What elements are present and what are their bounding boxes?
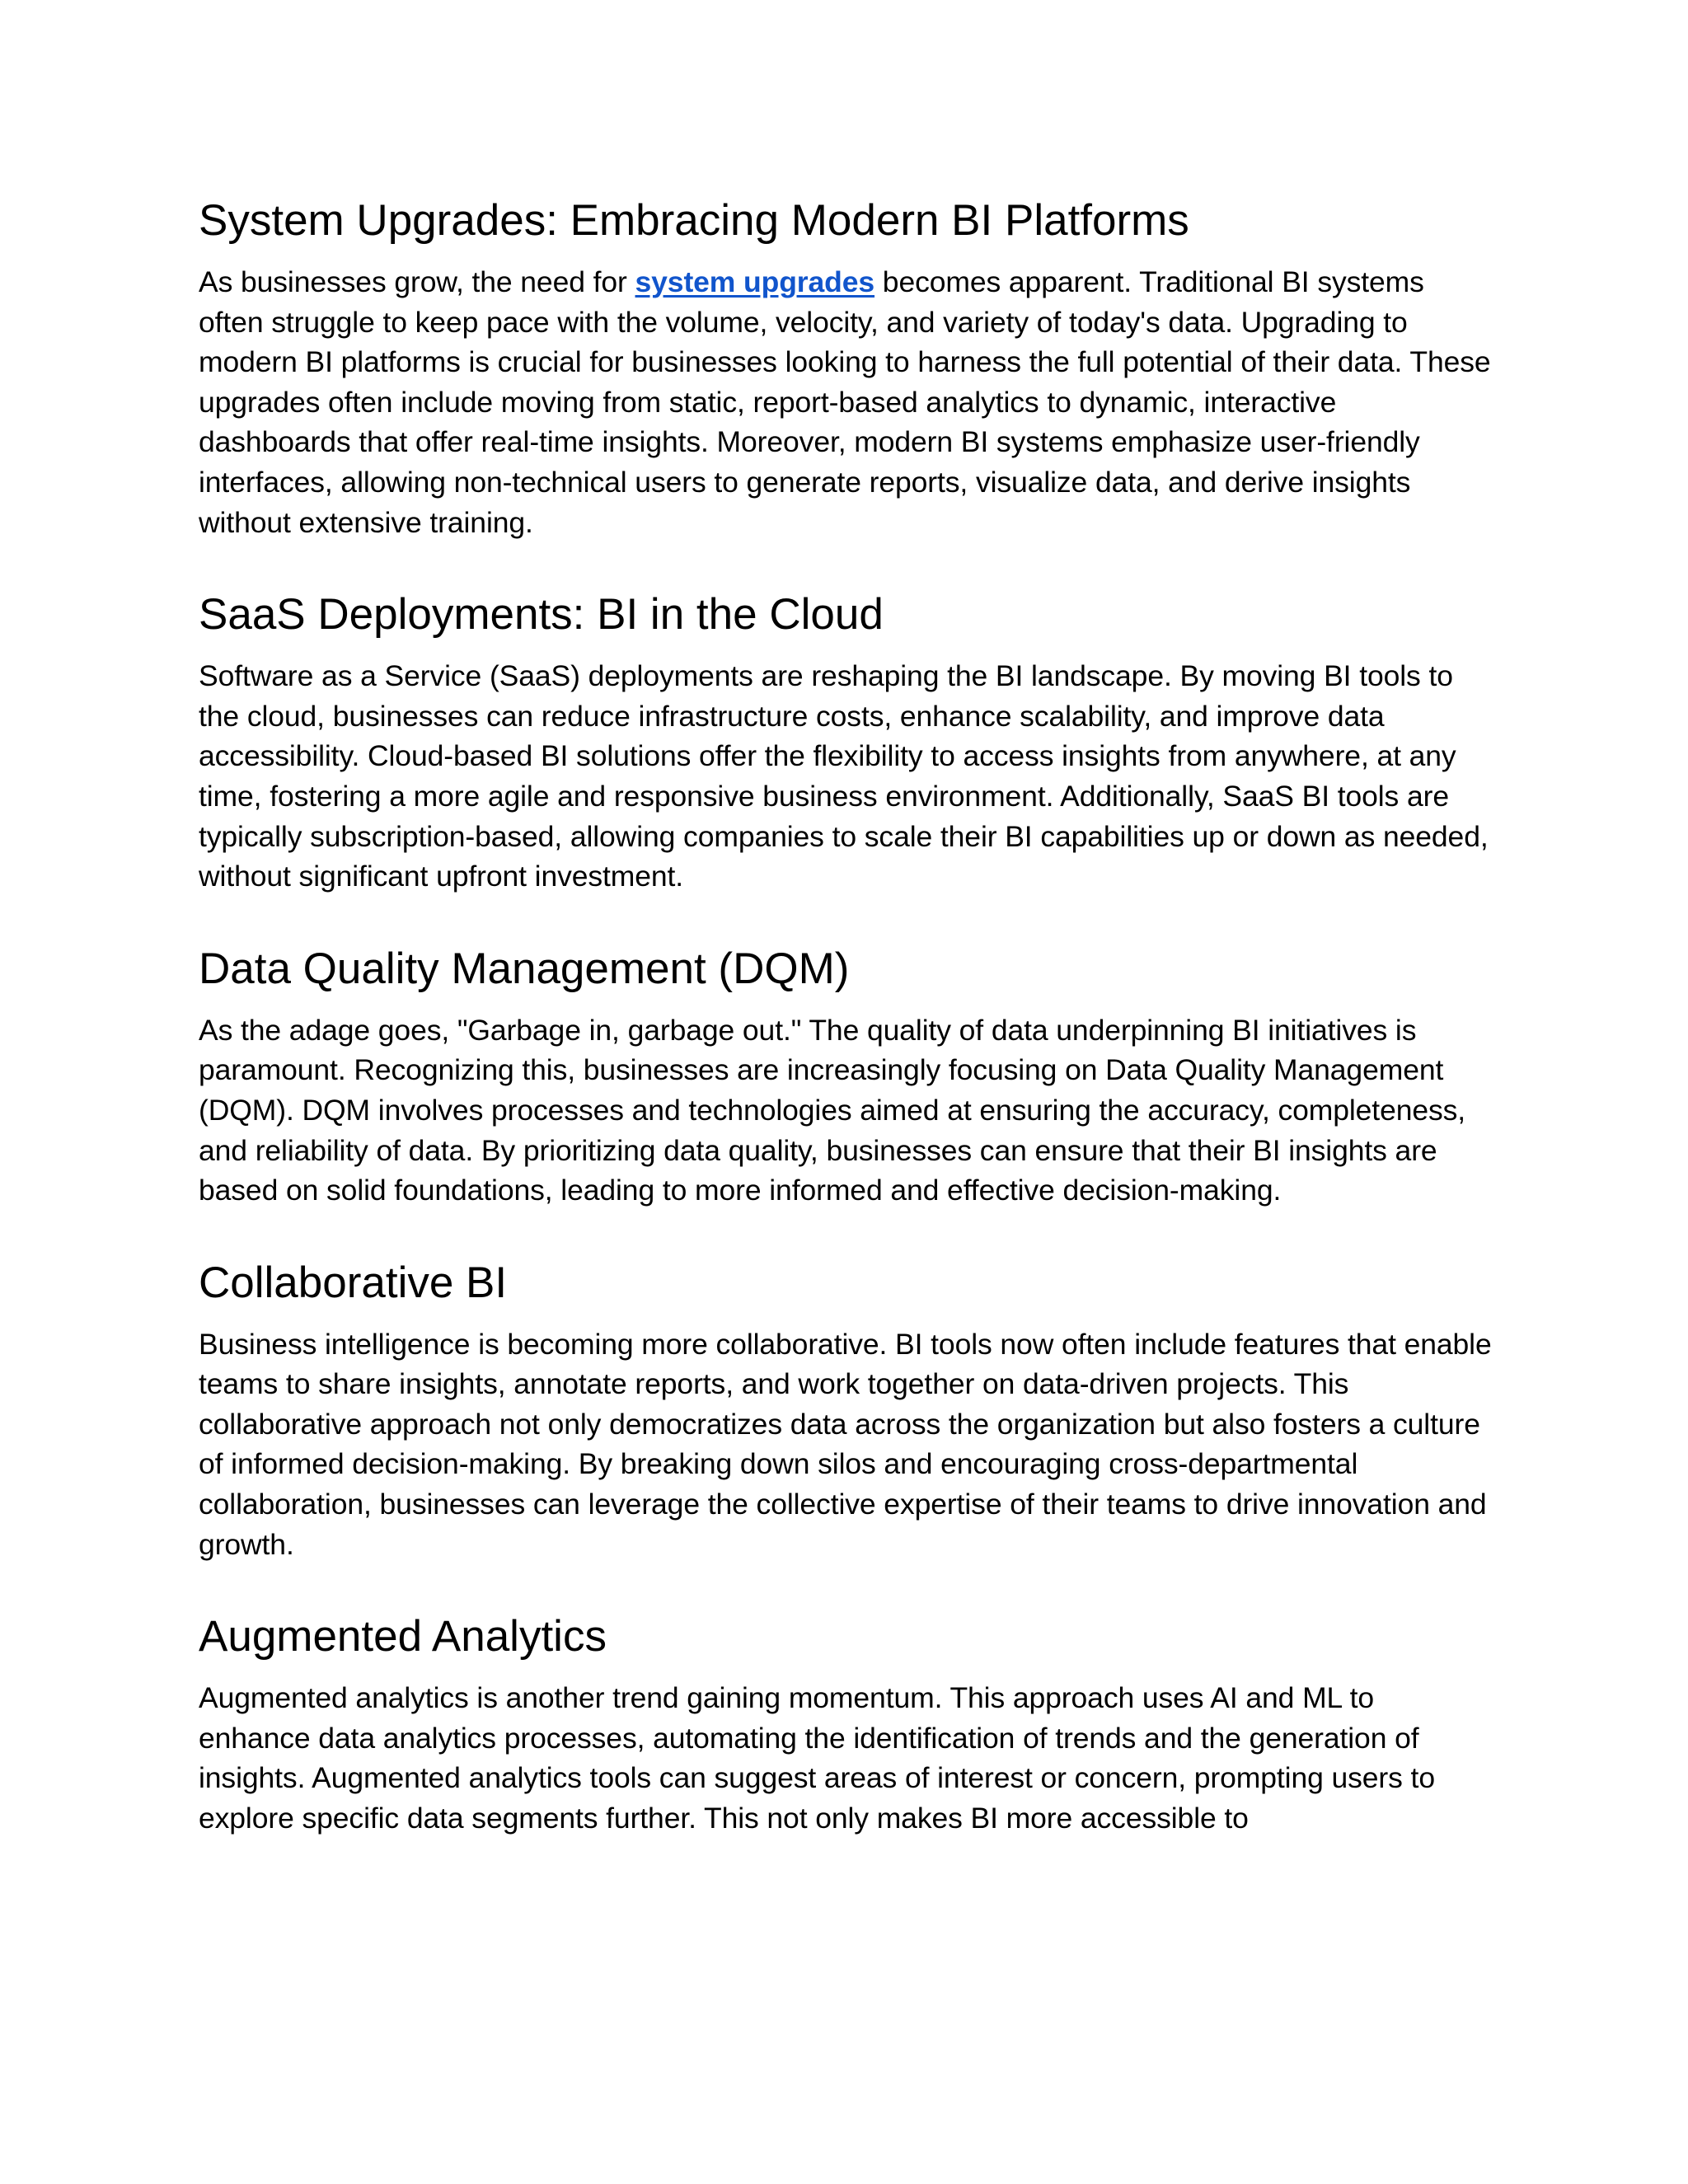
section-system-upgrades bbox=[199, 194, 1493, 542]
section-data-quality-management bbox=[199, 943, 1493, 1211]
paragraph-text-after-link: becomes apparent. Traditional BI systems often struggle to keep pace with the volume, velocity, and variety of today's data. Upgrading to modern BI platforms is crucial for businesses looking to harness the full potential of their data. These upgrades often include moving from static, report-based analytics to dynamic, interactive dashboards that offer real-time insights. Moreover, modern BI systems emphasize user-friendly interfaces, allowing non-technical users to generate reports, visualize data, and derive insights without extensive training. bbox=[199, 265, 1491, 539]
document-content bbox=[199, 194, 1493, 1885]
paragraph-text-before-link: As businesses grow, the need for bbox=[199, 265, 635, 298]
section-augmented-analytics bbox=[199, 1610, 1493, 1838]
paragraph-system-upgrades bbox=[199, 262, 1493, 542]
paragraph-data-quality-management: As the adage goes, "Garbage in, garbage out." The quality of data underpinning BI initiatives is paramount. Recognizing this, businesses are increasingly focusing on Data Quality Management (DQM). DQM involves processes and technologies aimed at ensuring the accuracy, completeness, and reliability of data. By prioritizing data quality, businesses can ensure that their BI insights are based on solid foundations, leading to more informed and effective decision-making. bbox=[199, 1013, 1466, 1207]
heading-saas-deployments: SaaS Deployments: BI in the Cloud bbox=[199, 590, 884, 640]
section-collaborative-bi bbox=[199, 1257, 1493, 1565]
heading-data-quality-management: Data Quality Management (DQM) bbox=[199, 944, 850, 993]
heading-collaborative-bi: Collaborative BI bbox=[199, 1258, 508, 1307]
heading-system-upgrades: System Upgrades: Embracing Modern BI Platforms bbox=[199, 196, 1189, 245]
paragraph-augmented-analytics: Augmented analytics is another trend gaining momentum. This approach uses AI and ML to enhance data analytics processes, automating the identification of trends and the generation of insights. Augmented analytics tools can suggest areas of interest or concern, prompting users to explore specific data segments further. This not only makes BI more accessible to bbox=[199, 1681, 1435, 1835]
section-saas-deployments bbox=[199, 588, 1493, 897]
system-upgrades-link[interactable]: system upgrades bbox=[635, 265, 875, 298]
paragraph-collaborative-bi: Business intelligence is becoming more collaborative. BI tools now often include features that enable teams to share insights, annotate reports, and work together on data-driven projects. This collaborative approach not only democratizes data across the organization but also fosters a culture of informed decision-making. By breaking down silos and encouraging cross-departmental collaboration, businesses can leverage the collective expertise of their teams to drive innovation and growth. bbox=[199, 1327, 1492, 1561]
heading-augmented-analytics: Augmented Analytics bbox=[199, 1612, 607, 1661]
paragraph-saas-deployments: Software as a Service (SaaS) deployments are reshaping the BI landscape. By moving BI tools to the cloud, businesses can reduce infrastructure costs, enhance scalability, and improve data accessibility. Cloud-based BI solutions offer the flexibility to access insights from anywhere, at any time, fostering a more agile and responsive business environment. Additionally, SaaS BI tools are typically subscription-based, allowing companies to scale their BI capabilities up or down as needed, without significant upfront investment. bbox=[199, 659, 1489, 893]
